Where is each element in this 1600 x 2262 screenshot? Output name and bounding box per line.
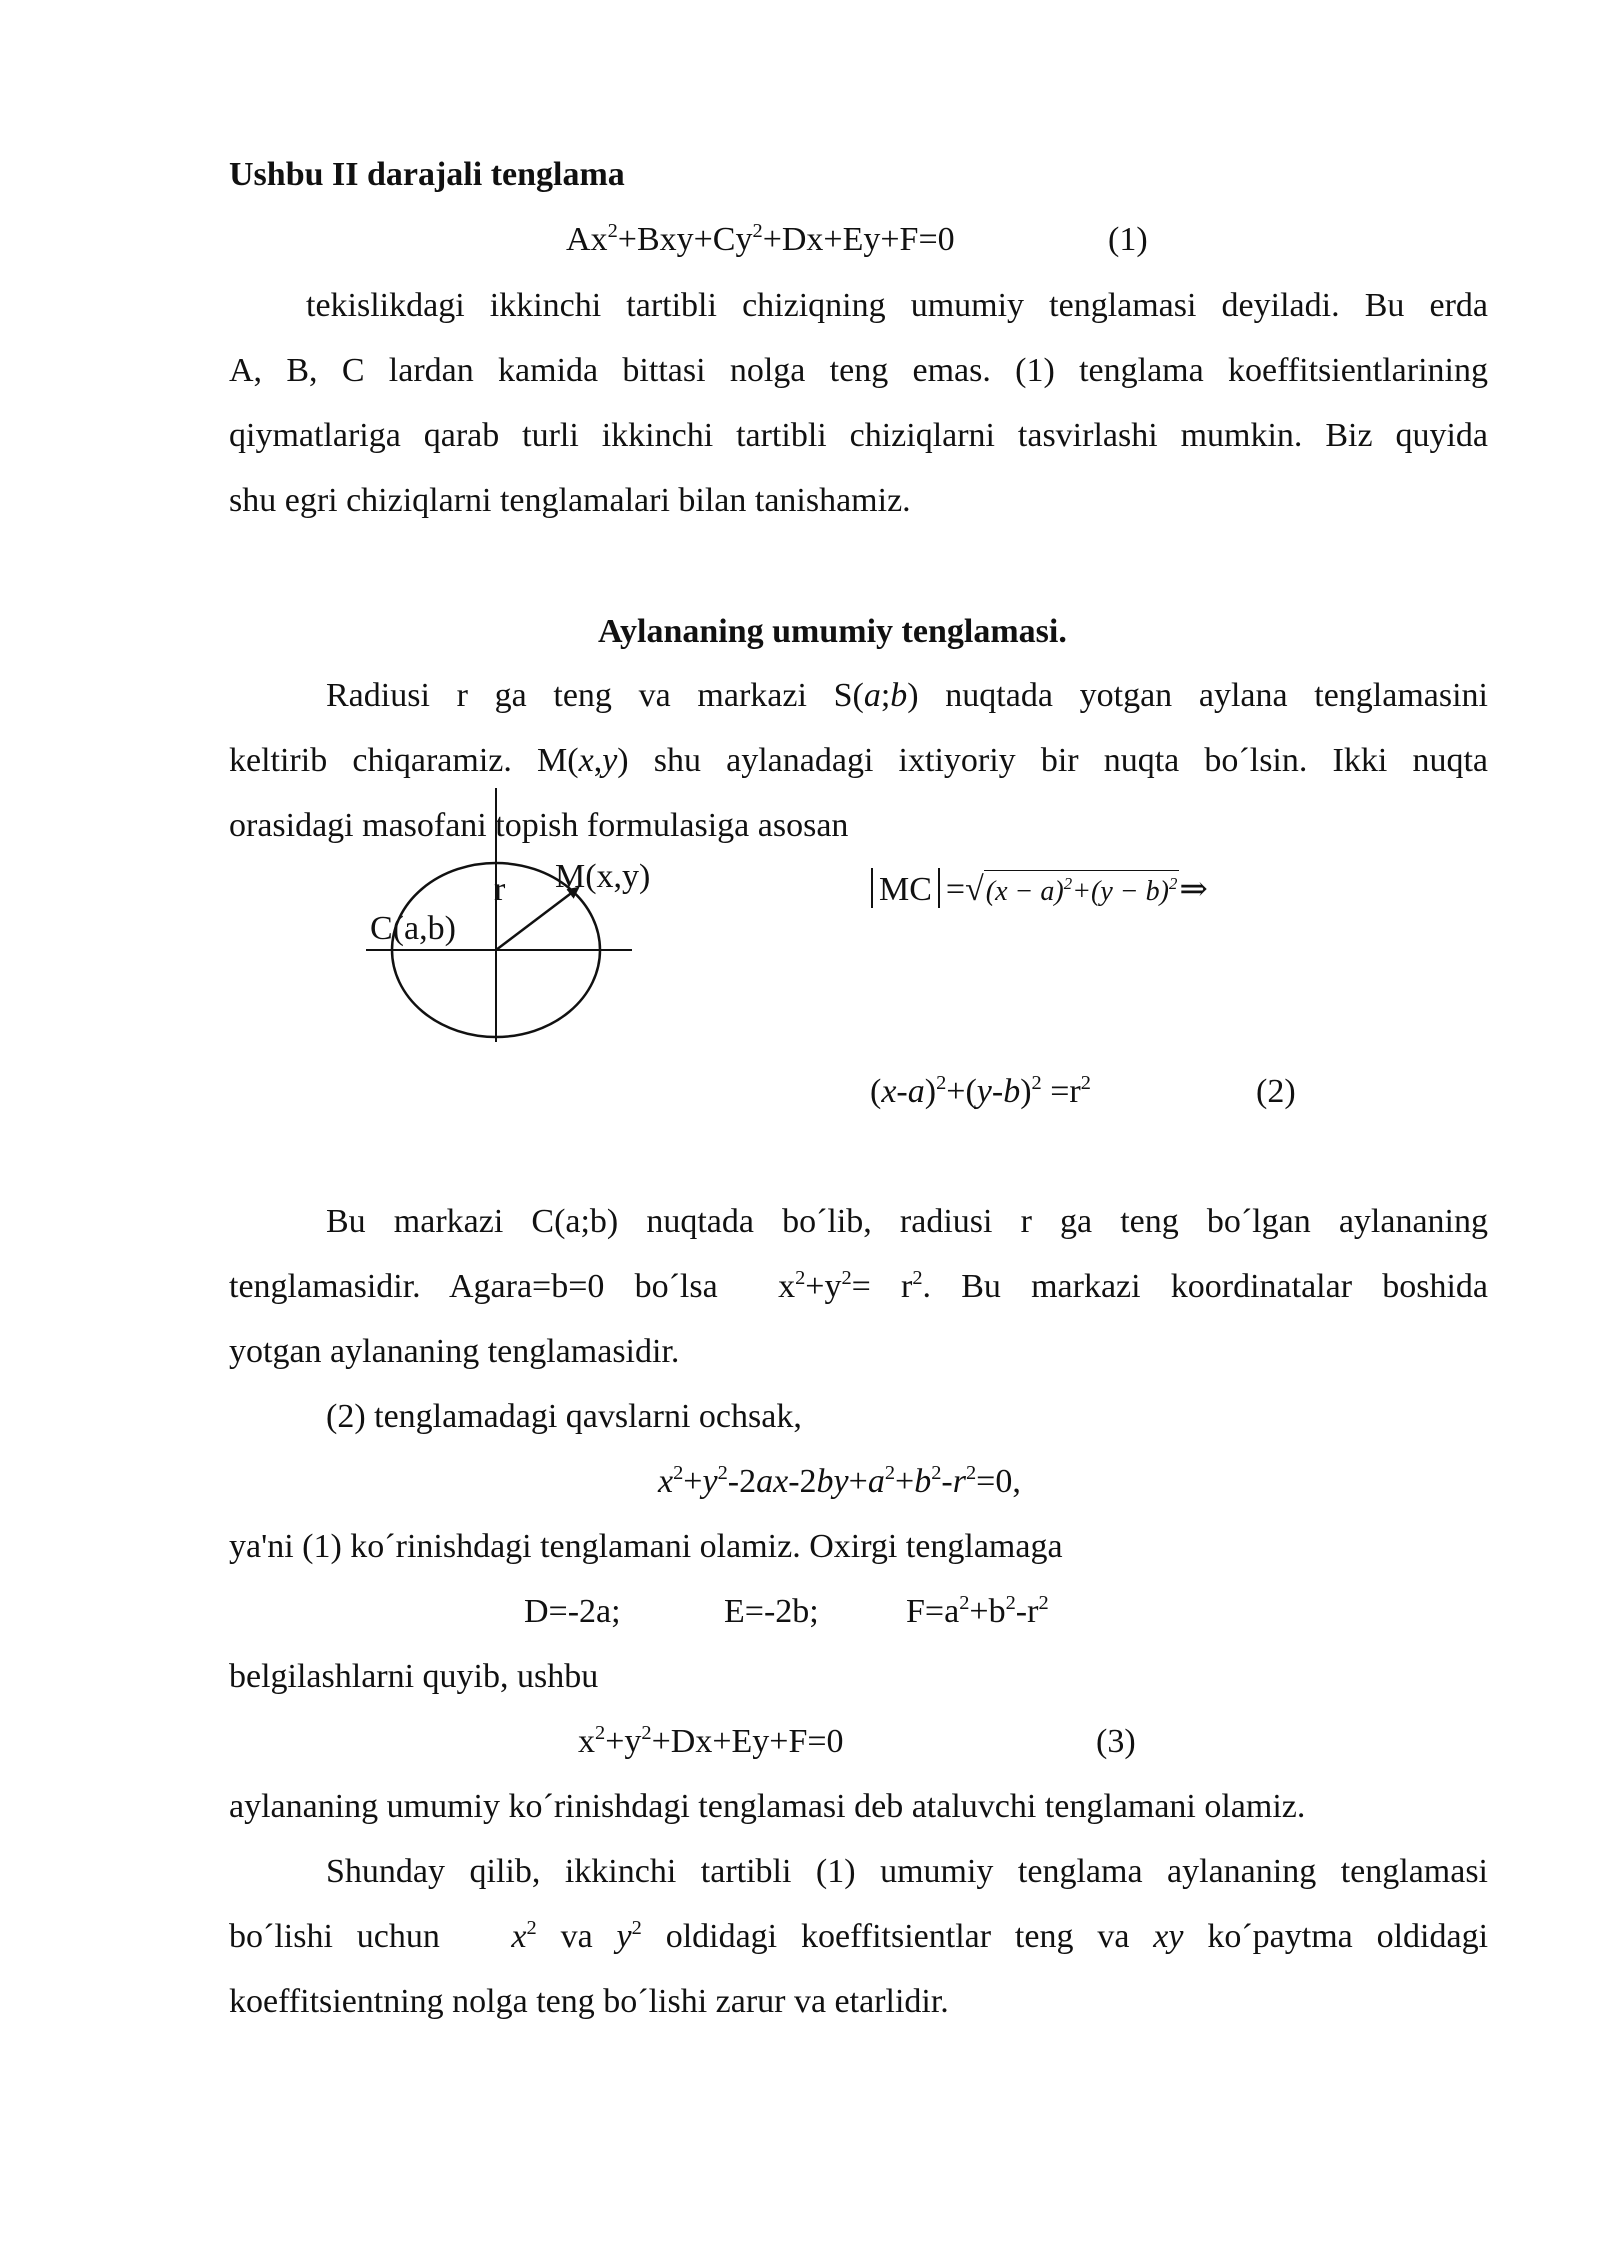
para2-line2-start: keltirib chiqaramiz. M( xyxy=(229,742,579,779)
expanded-equation: $x^2+y^2-2ax-2by+a^2+b^2-r^2=0$, xyxy=(658,1461,1021,1500)
para6: belgilashlarni quyib, ushbu xyxy=(229,1658,599,1695)
equation-3-number: (3) xyxy=(1096,1723,1136,1760)
para2-line2: keltirib chiqaramiz. M(x,y) shu aylanadagi ixtiyoriy bir nuqta bo´lsin. Ikki nuqta xyxy=(229,742,1488,779)
para8-line3: koeffitsientning nolga teng bo´lishi zarur va etarlidir. xyxy=(229,1983,949,2020)
equation-1-number: (1) xyxy=(1108,221,1148,258)
radius-arrow xyxy=(496,888,578,950)
para8-line2-d: ko´paytma oldidagi xyxy=(1207,1918,1489,1955)
para3-line2-start: tenglamasidir. Agara=b=0 bo´lsa xyxy=(229,1268,718,1305)
center-c-label: C(a,b) xyxy=(370,910,456,947)
para3-line2: tenglamasidir. Agara=b=0 bo´lsa $x^2+y^2= r^2$. Bu markazi koordinatalar boshida xyxy=(229,1266,1488,1305)
para8-line2-a: bo´lishi uchun xyxy=(229,1918,440,1955)
implies-arrow: ⇒ xyxy=(1179,871,1208,908)
para2-line1-end: ) nuqtada yotgan aylana tenglamasini xyxy=(907,677,1488,714)
para2-line1-start: Radiusi r ga teng va markazi S( xyxy=(326,677,864,714)
para4: (2) tenglamadagi qavslarni ochsak, xyxy=(326,1398,802,1435)
distance-formula: MC $=√(x - a)^2+(y$ − $b)^2\Rightarrow$ xyxy=(865,868,1208,908)
para2-line2-end: ) shu aylanadagi ixtiyoriy bir nuqta bo´lsin. Ikki nuqta xyxy=(617,742,1488,779)
point-m-label: M(x,y) xyxy=(555,858,651,895)
para2-line3: orasidagi masofani topish formulasiga asosan xyxy=(229,807,849,844)
para3-line2-end: Bu markazi koordinatalar boshida xyxy=(961,1268,1488,1305)
para3-line1: Bu markazi C(a;b) nuqtada bo´lib, radiusi r ga teng bo´lgan aylananing xyxy=(326,1203,1488,1240)
def-d: D=-2a; xyxy=(524,1593,621,1630)
section-title: Aylananing umumiy tenglamasi. xyxy=(598,613,1067,650)
para8-line2-c: oldidagi koeffitsientlar teng va xyxy=(665,1918,1130,1955)
para5: ya'ni (1) ko´rinishdagi tenglamani olamiz. Oxirgi tenglamaga xyxy=(229,1528,1063,1565)
para8-line2-b: va xyxy=(560,1918,593,1955)
distance-lhs: MC xyxy=(879,871,932,908)
equation-3: $x^2+y^2+Dx+Ey+F=0$ xyxy=(578,1721,844,1760)
para1-line4: shu egri chiziqlarni tenglamalari bilan tanishamiz. xyxy=(229,482,911,519)
para8-line2: bo´lishi uchun $x^2$ va $y^2$ oldidagi koeffitsientlar teng va xy ko´paytma oldidagi xyxy=(229,1916,1489,1955)
intro-heading: Ushbu II darajali tenglama xyxy=(229,156,625,193)
equation-2: $(x-a)^2+(y-b)^2 =r^2$ xyxy=(870,1071,1091,1110)
para1-line3: qiymatlariga qarab turli ikkinchi tartibli chiziqlarni tasvirlashi mumkin. Biz quyida xyxy=(229,417,1488,454)
equation-2-number: (2) xyxy=(1256,1073,1296,1110)
para7: aylananing umumiy ko´rinishdagi tenglamasi deb ataluvchi tenglamani olamiz. xyxy=(229,1788,1306,1825)
radius-label: r xyxy=(494,871,506,908)
def-e: E=-2b; xyxy=(724,1593,819,1630)
para1-line1: tekislikdagi ikkinchi tartibli chiziqning umumiy tenglamasi deyiladi. Bu erda xyxy=(306,287,1488,324)
para2-line1: Radiusi r ga teng va markazi S(a;b) nuqtada yotgan aylana tenglamasini xyxy=(326,677,1488,714)
para8-line1: Shunday qilib, ikkinchi tartibli (1) umumiy tenglama aylananing tenglamasi xyxy=(326,1853,1488,1890)
def-f: $F=a^2+b^2-r^2$ xyxy=(906,1591,1049,1630)
equation-1: $Ax^2+Bxy+Cy^2+Dx+Ey+F=0$ xyxy=(566,219,955,258)
para1-line2: A, B, C lardan kamida bittasi nolga teng emas. (1) tenglama koeffitsientlarining xyxy=(229,352,1488,389)
para3-line3: yotgan aylananing tenglamasidir. xyxy=(229,1333,680,1370)
